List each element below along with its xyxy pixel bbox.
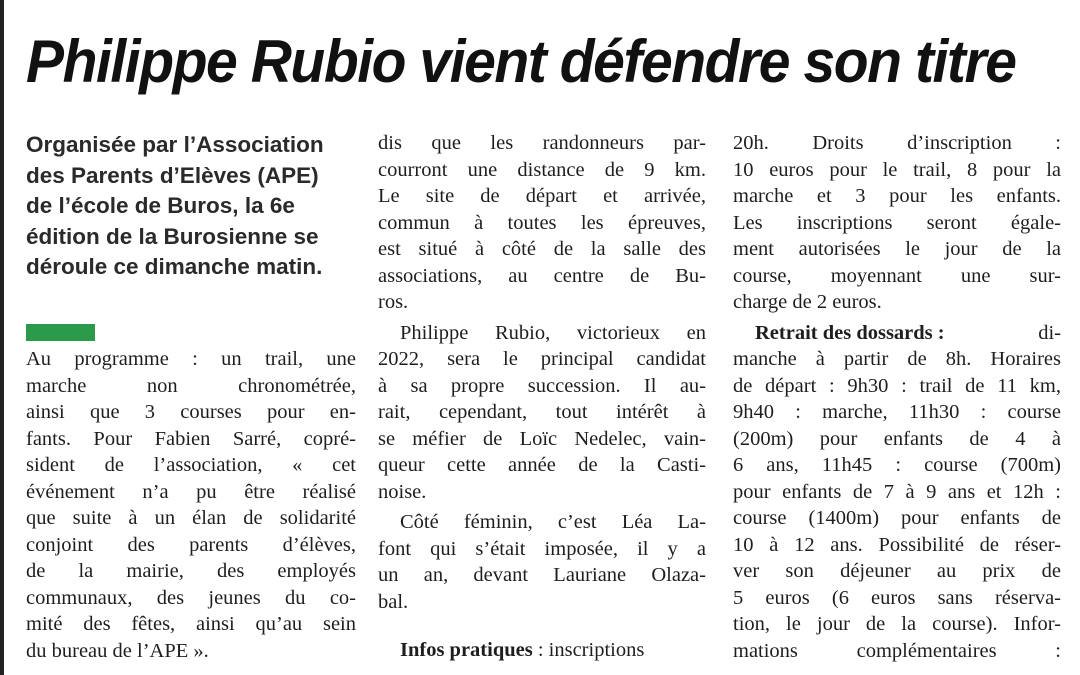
infos-paragraph (378, 637, 706, 664)
page-edge-rule (0, 0, 4, 675)
text-line: événement n’a pu être réalisé (26, 480, 356, 503)
body-paragraph (378, 509, 706, 615)
text-line: font qui s’était imposée, il y a (378, 537, 706, 560)
text-line: charge de 2 euros. (733, 291, 882, 313)
chapo-line: de l’école de Buros, la 6e (26, 193, 295, 218)
text-line: 10 à 12 ans. Possibilité de réser- (733, 533, 1061, 556)
text-line: ainsi que 3 courses pour en- (26, 401, 356, 423)
text-line: fants. Pour Fabien Sarré, copré- (26, 427, 356, 450)
text-line: 5 euros (6 euros sans réserva- (733, 586, 1061, 609)
text-line: bal. (378, 590, 409, 613)
text-line: 20h. Droits d’inscription : (733, 132, 1061, 154)
column-1 (26, 130, 356, 662)
text-line: communaux, des jeunes du co- (26, 586, 356, 609)
text-line: ros. (378, 291, 409, 313)
text-line: queur cette année de la Casti- (378, 454, 706, 476)
text-line: (200m) pour enfants de 4 à (733, 427, 1061, 450)
chapo-line: déroule ce dimanche matin. (26, 254, 323, 279)
text-line: marche et 3 pour les enfants. (733, 185, 1061, 207)
text-line: sident de l’association, « cet (26, 454, 356, 476)
text-line: course, moyennant une sur- (733, 264, 1061, 287)
text-line: conjoint des parents d’élèves, (26, 533, 356, 556)
text-line: 6 ans, 11h45 : course (700m) (733, 454, 1061, 476)
text-line: de départ : 9h30 : trail de 11 km, (733, 374, 1061, 397)
text-line: commun à toutes les épreuves, (378, 211, 706, 234)
text-line: Philippe Rubio, victorieux en (400, 321, 706, 344)
text-line: Au programme : un trail, une (26, 348, 356, 370)
headline: Philippe Rubio vient défendre son titre (26, 28, 1016, 95)
column-2 (378, 130, 706, 664)
text-line: 9h40 : marche, 11h30 : course (733, 401, 1061, 423)
text-line: Côté féminin, c’est Léa La- (400, 511, 706, 533)
text-line: manche à partir de 8h. Horaires (733, 348, 1061, 370)
text-line (378, 637, 706, 664)
retrait-label: Retrait des dossards : (755, 321, 945, 344)
text-line: dis que les randonneurs par- (378, 132, 706, 154)
text-line: 2022, sera le principal candidat (378, 348, 706, 370)
text-line: course (1400m) pour enfants de (733, 507, 1061, 529)
text-line: ment autorisées le jour de la (733, 238, 1061, 260)
text-line (733, 320, 1061, 347)
chapo-line: Organisée par l’Association (26, 132, 324, 157)
text-line: pour enfants de 7 à 9 ans et 12h : (733, 480, 1061, 503)
chapo (26, 130, 356, 283)
text-line: associations, au centre de Bu- (378, 264, 706, 287)
chapo-line: des Parents d’Elèves (APE) (26, 162, 319, 188)
body-paragraph (378, 130, 706, 316)
text-line: rait, cependant, tout intérêt à (378, 401, 706, 423)
chapo-line: édition de la Burosienne se (26, 223, 319, 249)
text-line: un an, devant Lauriane Olaza- (378, 564, 706, 586)
retrait-text: di- (1038, 321, 1061, 344)
text-line: du bureau de l’APE ». (26, 639, 209, 662)
text-line: Les inscriptions seront égale- (733, 211, 1061, 234)
text-line: à sa propre succession. Il au- (378, 374, 706, 397)
text-line: ver son déjeuner au prix de (733, 560, 1061, 582)
text-line: noise. (378, 480, 427, 503)
text-line: que suite à un élan de solidarité (26, 507, 356, 529)
text-line: courront une distance de 9 km. (378, 158, 706, 181)
text-line: se méfier de Loïc Nedelec, vain- (378, 427, 706, 450)
text-line: mité des fêtes, ainsi qu’au sein (26, 613, 356, 635)
text-line: 10 euros pour le trail, 8 pour la (733, 158, 1061, 181)
text-line: est situé à côté de la salle des (378, 238, 706, 260)
section-accent-bar (26, 324, 95, 341)
text-line: Le site de départ et arrivée, (378, 185, 706, 207)
column-3 (733, 130, 1059, 664)
infos-label: Infos pratiques (400, 639, 533, 661)
text-line: de la mairie, des employés (26, 560, 356, 582)
body-paragraph (378, 320, 706, 506)
body-paragraph (26, 346, 356, 664)
text-line: tion, le jour de la course). Infor- (733, 613, 1061, 635)
body-paragraph (733, 130, 1061, 316)
text-line: marche non chronométrée, (26, 374, 356, 397)
body-paragraph (733, 320, 1061, 665)
infos-text: : inscriptions (532, 639, 645, 661)
text-line: mations complémentaires : (733, 639, 1061, 662)
